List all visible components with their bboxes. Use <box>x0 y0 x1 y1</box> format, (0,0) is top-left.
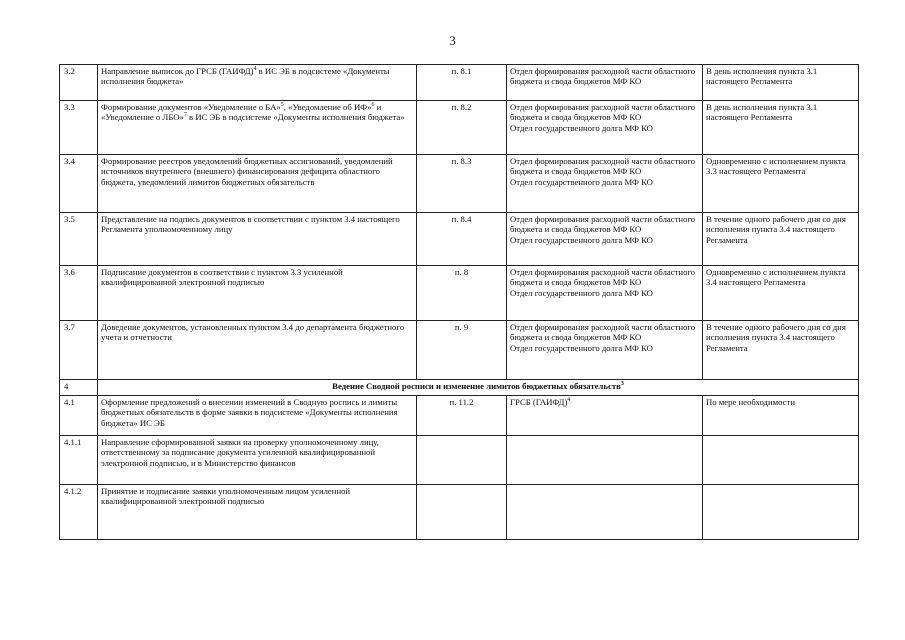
deadline-cell: В течение одного рабочего дня со дня исполнения пункта 3.4 настоящего Регламента <box>703 321 859 380</box>
executor-cell: Отдел формирования расходной части областного бюджета и свода бюджетов МФ КО Отдел государственного долга МФ КО <box>507 321 703 380</box>
executor-cell: ГРСБ (ГАИФД)$^4$ <box>507 396 703 436</box>
deadline-cell: Одновременно с исполнением пункта 3.4 настоящего Регламента <box>703 266 859 321</box>
deadline-cell: По мере необходимости <box>703 396 859 436</box>
deadline-cell <box>703 485 859 540</box>
action-cell: Доведение документов, установленных пунктом 3.4 до департамента бюджетного учета и отчетности <box>98 321 417 380</box>
row-number: 3.2 <box>60 65 98 101</box>
row-number: 3.7 <box>60 321 98 380</box>
row-number: 3.3 <box>60 101 98 155</box>
executor-cell <box>507 485 703 540</box>
section-row <box>60 380 859 396</box>
deadline-cell <box>703 436 859 485</box>
row-number: 4.1.1 <box>60 436 98 485</box>
executor-cell: Отдел формирования расходной части областного бюджета и свода бюджетов МФ КО Отдел государственного долга МФ КО <box>507 155 703 213</box>
table-row <box>60 101 859 155</box>
table-row <box>60 485 859 540</box>
action-cell: Оформление предложений о внесении изменений в Сводную роспись и лимиты бюджетных обязательств в форме заявки в подсистеме «Документы исполнения бюджета» ИС ЭБ <box>98 396 417 436</box>
table-row <box>60 321 859 380</box>
table-row <box>60 266 859 321</box>
table-row <box>60 65 859 101</box>
row-number: 3.6 <box>60 266 98 321</box>
executor-cell: Отдел формирования расходной части областного бюджета и свода бюджетов МФ КО <box>507 65 703 101</box>
clause-cell: п. 8.2 <box>417 101 507 155</box>
table-row <box>60 436 859 485</box>
clause-cell: п. 8.3 <box>417 155 507 213</box>
executor-cell: Отдел формирования расходной части областного бюджета и свода бюджетов МФ КО Отдел государственного долга МФ КО <box>507 266 703 321</box>
page-number: 3 <box>449 33 456 48</box>
row-number: 3.4 <box>60 155 98 213</box>
action-cell: Направление выписок до ГРСБ (ГАИФД)$^4$ в ИС ЭБ в подсистеме «Документы исполнения бюджета» <box>98 65 417 101</box>
section-title: Ведение Сводной росписи и изменение лимитов бюджетных обязательств$^3$ <box>98 380 859 396</box>
deadline-cell: В день исполнения пункта 3.1 настоящего Регламента <box>703 65 859 101</box>
action-cell: Формирование документов «Уведомление о БА»$^5$, «Уведомление об ИФ»$^6$ и «Уведомление о ЛБО»$^7$ в ИС ЭБ в подсистеме «Документы исполнения бюджета» <box>98 101 417 155</box>
executor-cell: Отдел формирования расходной части областного бюджета и свода бюджетов МФ КО Отдел государственного долга МФ КО <box>507 213 703 266</box>
executor-cell <box>507 436 703 485</box>
table-row <box>60 213 859 266</box>
action-cell: Направление сформированной заявки на проверку уполномоченному лицу, ответственному за подписание документа усиленной квалифицированной электронной подписью, и в Министерство финансов <box>98 436 417 485</box>
deadline-cell: В течение одного рабочего дня со дня исполнения пункта 3.4 настоящего Регламента <box>703 213 859 266</box>
row-number: 3.5 <box>60 213 98 266</box>
action-cell: Формирование реестров уведомлений бюджетных ассигнований, уведомлений источников внутреннего (внешнего) финансирования дефицита областного бюджета, уведомлений лимитов бюджетных обязательств <box>98 155 417 213</box>
table-row <box>60 396 859 436</box>
row-number: 4.1.2 <box>60 485 98 540</box>
regulation-table <box>59 64 859 540</box>
clause-cell: п. 8.1 <box>417 65 507 101</box>
deadline-cell: Одновременно с исполнением пункта 3.3 настоящего Регламента <box>703 155 859 213</box>
action-cell: Представление на подпись документов в соответствии с пунктом 3.4 настоящего Регламента уполномоченному лицу <box>98 213 417 266</box>
executor-cell: Отдел формирования расходной части областного бюджета и свода бюджетов МФ КО Отдел государственного долга МФ КО <box>507 101 703 155</box>
clause-cell: п. 8 <box>417 266 507 321</box>
clause-cell: п. 11.2 <box>417 396 507 436</box>
deadline-cell: В день исполнения пункта 3.1 настоящего Регламента <box>703 101 859 155</box>
clause-cell: п. 8.4 <box>417 213 507 266</box>
action-cell: Подписание документов в соответствии с пунктом 3.3 усиленной квалифицированной электронной подписью <box>98 266 417 321</box>
clause-cell <box>417 485 507 540</box>
section-number: 4 <box>60 380 98 396</box>
table-row <box>60 155 859 213</box>
row-number: 4.1 <box>60 396 98 436</box>
action-cell: Принятие и подписание заявки уполномоченным лицом усиленной квалифицированной электронной подписью <box>98 485 417 540</box>
clause-cell: п. 9 <box>417 321 507 380</box>
clause-cell <box>417 436 507 485</box>
